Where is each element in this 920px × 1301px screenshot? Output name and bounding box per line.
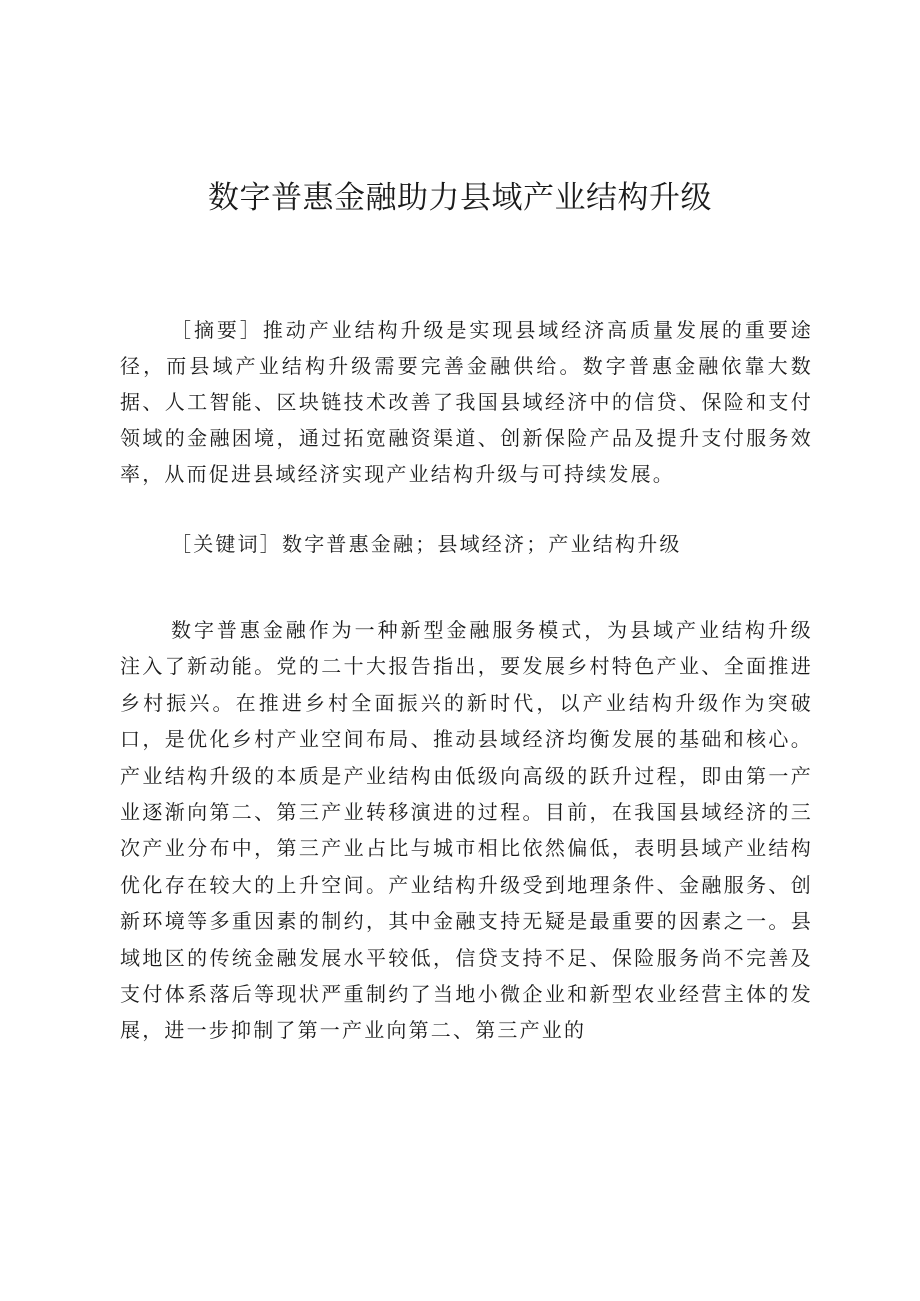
- body-section: [120, 612, 813, 1049]
- abstract-section: [120, 312, 813, 492]
- body-paragraph: 数字普惠金融作为一种新型金融服务模式，为县域产业结构升级注入了新动能。党的二十大报告指出，要发展乡村特色产业、全面推进乡村振兴。在推进乡村全面振兴的新时代，以产业结构升级作为突破口，是优化乡村产业空间布局、推动县域经济均衡发展的基础和核心。产业结构升级的本质是产业结构由低级向高级的跃升过程，即由第一产业逐渐向第二、第三产业转移演进的过程。目前，在我国县域经济的三次产业分布中，第三产业占比与城市相比依然偏低，表明县域产业结构优化存在较大的上升空间。产业结构升级受到地理条件、金融服务、创新环境等多重因素的制约，其中金融支持无疑是最重要的因素之一。县域地区的传统金融发展水平较低，信贷支持不足、保险服务尚不完善及支付体系落后等现状严重制约了当地小微企业和新型农业经营主体的发展，进一步抑制了第一产业向第二、第三产业的: [120, 618, 813, 1043]
- keywords-section: [120, 526, 813, 562]
- abstract-paragraph: ［摘要］推动产业结构升级是实现县域经济高质量发展的重要途径，而县域产业结构升级需要完善金融供给。数字普惠金融依靠大数据、人工智能、区块链技术改善了我国县域经济中的信贷、保险和支付领域的金融困境，通过拓宽融资渠道、创新保险产品及提升支付服务效率，从而促进县域经济实现产业结构升级与可持续发展。: [120, 318, 813, 486]
- keywords-paragraph: ［关键词］数字普惠金融；县域经济；产业结构升级: [171, 532, 682, 556]
- document-title: 数字普惠金融助力县域产业结构升级: [208, 180, 712, 216]
